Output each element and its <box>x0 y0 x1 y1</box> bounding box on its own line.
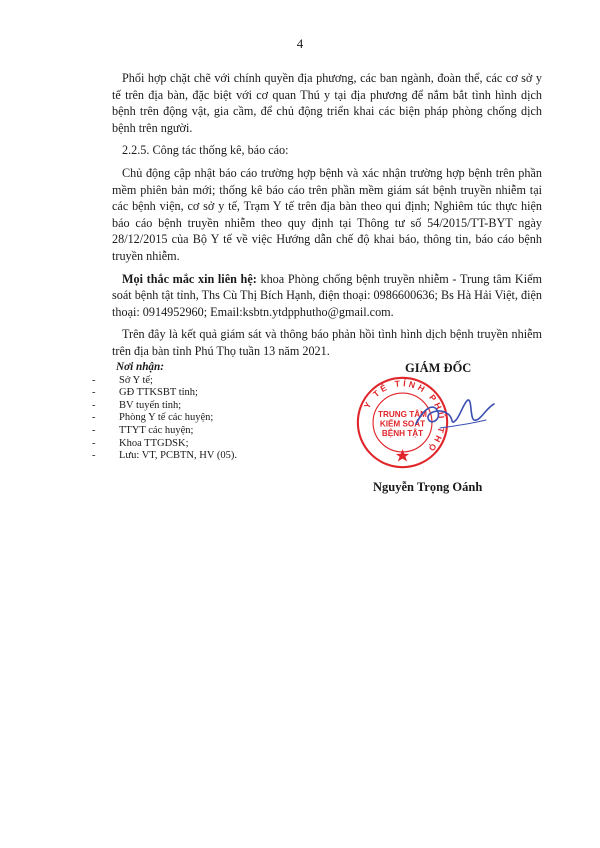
section-heading-2-2-5: 2.2.5. Công tác thống kê, báo cáo: <box>122 143 289 158</box>
recipient-item: - BV tuyến tỉnh; <box>92 400 322 413</box>
handwritten-signature-icon <box>410 390 500 440</box>
closing-paragraph: Trên đây là kết quả giám sát và thông báo phản hồi tình hình dịch bệnh truyền nhiễm trên địa bàn tỉnh Phú Thọ tuần 13 năm 2021. <box>112 327 542 358</box>
stamp-line-1: TRUNG TÂM <box>378 409 427 419</box>
recipient-item: - GĐ TTKSBT tỉnh; <box>92 387 322 400</box>
document-body <box>112 70 542 366</box>
signer-title: GIÁM ĐỐC <box>405 361 472 375</box>
recipient-item: - TTYT các huyện; <box>92 425 322 438</box>
recipient-item: - Lưu: VT, PCBTN, HV (05). <box>92 450 322 463</box>
coordination-paragraph: Phối hợp chặt chẽ với chính quyền địa phương, các ban ngành, đoàn thể, các cơ sở y tế trên địa bàn, đặc biệt với cơ quan Thú y tại địa phương để nắm bắt tình hình dịch bệnh trên động vật, gia cầm, để chủ động triển khai các biện pháp phòng chống dịch bệnh trên người. <box>112 71 542 135</box>
recipient-item: - Phòng Y tế các huyện; <box>92 412 322 425</box>
signer-name: Nguyễn Trọng Oánh <box>373 480 483 494</box>
recipient-item: - Sở Y tế; <box>92 375 322 388</box>
stamp-line-2: KIỂM SOÁT <box>379 419 426 429</box>
contact-label: Mọi thắc mắc xin liên hệ: <box>122 271 257 286</box>
reporting-paragraph: Chủ động cập nhật báo cáo trường hợp bệnh và xác nhận trường hợp bệnh trên phần mềm phiên bản mới; thống kê báo cáo trên phần mềm giám sát bệnh truyền nhiễm tại các bệnh viện, cơ sở y tế, Trạm Y tế trên địa bàn theo qui định; Nghiêm túc thực hiện báo cáo bệnh truyền nhiễm theo quy định tại Thông tư số 54/2015/TT-BYT ngày 28/12/2015 của Bộ Y tế về việc Hướng dẫn chế độ khai báo, thông tin, báo cáo bệnh truyền nhiễm. <box>112 165 542 263</box>
contact-paragraph <box>112 271 542 321</box>
recipients-block <box>92 361 322 463</box>
stamp-outer-text: Y TẾ TỈNH PHÚ THỌ <box>361 378 447 456</box>
recipient-item: - Khoa TTGDSK; <box>92 438 322 451</box>
stamp-line-3: BỆNH TẬT <box>381 428 424 438</box>
page-number: 4 <box>296 36 304 51</box>
recipients-list <box>92 375 322 463</box>
stamp-star-icon <box>396 449 409 461</box>
recipients-title: Nơi nhận: <box>116 361 164 373</box>
contact-details: khoa Phòng chống bệnh truyền nhiễm - Trung tâm Kiểm soát bệnh tật tỉnh, Ths Cù Thị Bích Hạnh, điện thoại: 0986600636; Bs Hà Hải Việt, điện thoại: 0914952960; Email:ksbtn.ytdpphutho@gmail.com. <box>112 271 542 319</box>
